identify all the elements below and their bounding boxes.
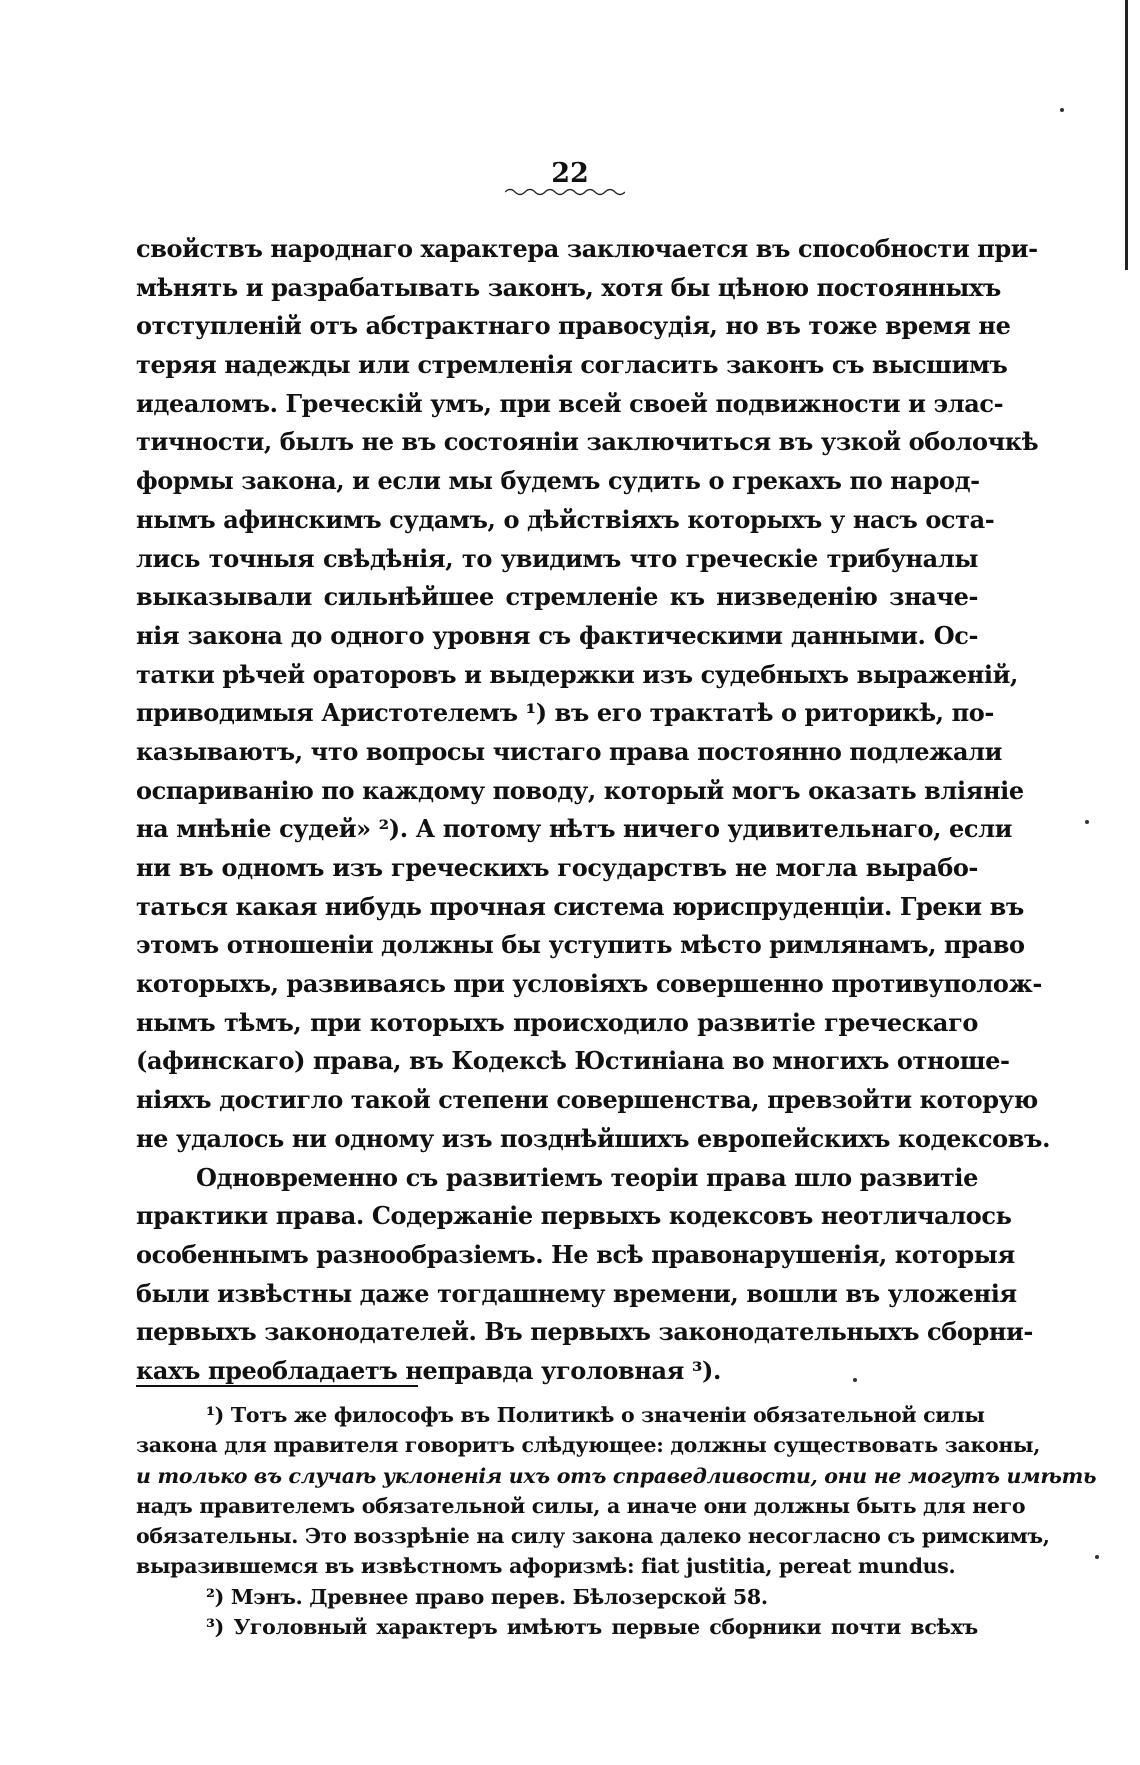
text-line: ни въ одномъ изъ греческихъ государствъ не могла вырабо- [136, 853, 978, 882]
text-line: татки рѣчей ораторовъ и выдержки изъ судебныхъ выраженій, [136, 659, 1018, 689]
page-number: 22 [551, 158, 589, 189]
footnote-separator [136, 1385, 418, 1387]
text-line: нымъ афинскимъ судамъ, о дѣйствіяхъ которыхъ у насъ оста- [136, 504, 995, 534]
text-line: ніяхъ достигло такой степени совершенства, превзойти которую [136, 1085, 1038, 1115]
text-line: приводимыя Аристотелемъ ¹) въ его трактатѣ о риторикѣ, по- [136, 698, 994, 728]
footnote-line: ¹) Тотъ же философъ въ Политикѣ о значеніи обязательной силы [206, 1403, 985, 1427]
text-line: теряя надежды или стремленія согласить законъ съ высшимъ [136, 350, 1008, 380]
text-line: оспариванію по каждому поводу, который могъ оказать вліяніе [136, 775, 1024, 805]
text-line: Одновременно съ развитіемъ теоріи права шло развитіе [196, 1162, 978, 1192]
text-line: (афинскаго) права, въ Кодексѣ Юстиніана во многихъ отноше- [136, 1046, 1010, 1076]
footnote-line: и только въ случаѣ уклоненія ихъ отъ справедливости, они не могутъ имѣть [136, 1463, 1097, 1488]
footnote-line: закона для правителя говоритъ слѣдующее: должны существовать законы, [136, 1433, 1041, 1458]
footnote-line: обязательны. Это воззрѣніе на силу закона далеко несогласно съ римскимъ, [136, 1524, 1050, 1549]
text-line: таться какая нибудь прочная система юриспруденціи. Греки въ [136, 891, 1024, 921]
text-line: лись точныя свѣдѣнія, то увидимъ что греческіе трибуналы [136, 543, 978, 573]
text-line: свойствъ народнаго характера заключается въ способности при- [136, 234, 1038, 263]
main-text [136, 230, 1051, 1391]
text-line: которыхъ, развиваясь при условіяхъ совершенно противуполож- [136, 969, 1042, 999]
text-line: тичности, былъ не въ состояніи заключиться въ узкой оболочкѣ [136, 427, 1039, 457]
scan-speck [1060, 108, 1064, 112]
footnote-line: надъ правителемъ обязательной силы, а иначе они должны быть для него [136, 1493, 1026, 1518]
footnote-line: ³) Уголовный характеръ имѣютъ первые сборники почти всѣхъ [206, 1615, 978, 1640]
footnote-line: ²) Мэнъ. Древнее право перев. Бѣлозерской 58. [206, 1584, 768, 1609]
text-line: не удалось ни одному изъ позднѣйшихъ европейскихъ кодексовъ. [136, 1123, 1051, 1153]
text-line: выказывали сильнѣйшее стремленіе къ низведенію значе- [136, 582, 978, 612]
text-line: этомъ отношеніи должны бы уступить мѣсто римлянамъ, право [136, 930, 1025, 960]
text-line: казываютъ, что вопросы чистаго права постоянно подлежали [136, 736, 1003, 766]
page-edge-shadow [1125, 0, 1128, 270]
scan-speck [1095, 1555, 1099, 1559]
text-line: практики права. Содержаніе первыхъ кодексовъ неотличалось [136, 1201, 1012, 1231]
scan-speck [853, 1378, 857, 1382]
text-line: идеаломъ. Греческій умъ, при всей своей подвижности и элас- [136, 388, 1004, 418]
text-line: мѣнять и разрабатывать законъ, хотя бы цѣною постоянныхъ [136, 272, 1001, 302]
text-line: на мнѣніе судей» ²). А потому нѣтъ ничего удивительнаго, если [136, 814, 1013, 844]
text-line: формы закона, и если мы будемъ судить о грекахъ по народ- [136, 466, 980, 496]
footnote-line: выразившемся въ извѣстномъ афоризмѣ: fiat justitia, pereat mundus. [136, 1554, 956, 1579]
text-line: первыхъ законодателей. Въ первыхъ законодательныхъ сборни- [136, 1317, 1033, 1347]
text-line: нымъ тѣмъ, при которыхъ происходило развитіе греческаго [136, 1007, 978, 1037]
wavy-ornament [505, 186, 625, 198]
footnotes [136, 1400, 1097, 1642]
text-line: были извѣстны даже тогдашнему времени, вошли въ уложенія [136, 1278, 1017, 1308]
text-line: особеннымъ разнообразіемъ. Не всѣ правонарушенія, которыя [136, 1239, 1015, 1269]
scan-speck [1085, 820, 1089, 824]
text-line: кахъ преобладаетъ неправда уголовная ³). [136, 1355, 721, 1385]
text-line: нія закона до одного уровня съ фактическими данными. Ос- [136, 620, 978, 650]
text-line: отступленій отъ абстрактнаго правосудія, но въ тоже время не [136, 311, 1011, 341]
